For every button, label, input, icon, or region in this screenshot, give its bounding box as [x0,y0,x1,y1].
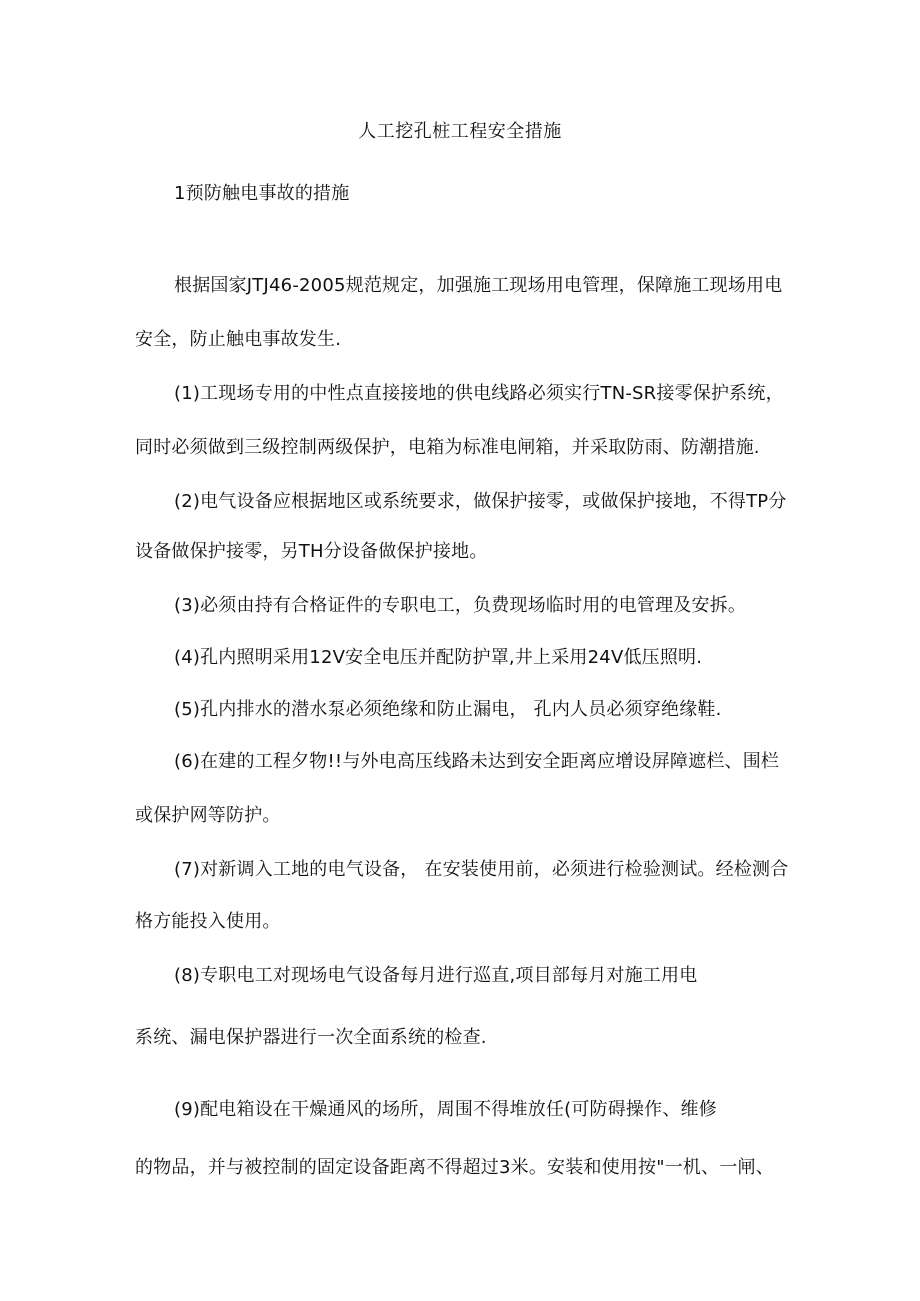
paragraph-line: 的物品，并与被控制的固定设备距离不得超过3米。安装和使用按"一机、一闸、 [135,1157,774,1178]
paragraph-line: 设备做保护接零，另TH分设备做保护接地。 [135,541,488,562]
paragraph-line: (6)在建的工程夕物!!与外电高压线路未达到安全距离应增设屏障遮栏、围栏 [174,751,780,772]
paragraph-line: (5)孔内排水的潜水泵必须绝缘和防止漏电， 孔内人员必须穿绝缘鞋. [174,699,722,720]
paragraph-line: 同时必须做到三级控制两级保护，电箱为标准电闸箱，并采取防雨、防潮措施. [135,437,760,458]
paragraph-line: (1)工现场专用的中性点直接接地的供电线路必须实行TN-SR接零保护系统， [174,383,784,404]
paragraph-line: (8)专职电工对现场电气设备每月进行巡直,项目部每月对施工用电 [174,965,698,986]
paragraph-line: (9)配电箱设在干燥通风的场所，周围不得堆放任(可防碍操作、维修 [174,1099,717,1120]
document-title: 人工挖孔桩工程安全措施 [358,121,562,142]
paragraph-line: 系统、漏电保护器进行一次全面系统的检查. [135,1027,487,1048]
paragraph-line: (3)必须由持有合格证件的专职电工，负费现场临时用的电管理及安拆。 [174,595,747,616]
paragraph-line: 格方能投入使用。 [135,911,281,932]
paragraph-line: 或保护网等防护。 [135,805,281,826]
paragraph-line: 安全，防止触电事故发生. [135,329,342,350]
paragraph-line: (7)对新调入工地的电气设备， 在安装使用前，必须进行检验测试。经检测合 [174,859,789,880]
paragraph-line: 根据国家JTJ46-2005规范规定，加强施工现场用电管理，保障施工现场用电 [174,275,783,296]
paragraph-line: (4)孔内照明采用12V安全电压并配防护罩,井上采用24V低压照明. [174,647,703,668]
paragraph-line: (2)电气设备应根据地区或系统要求，做保护接零，或做保护接地，不得TP分 [174,491,787,512]
section-heading: 1预防触电事故的措施 [174,183,350,204]
